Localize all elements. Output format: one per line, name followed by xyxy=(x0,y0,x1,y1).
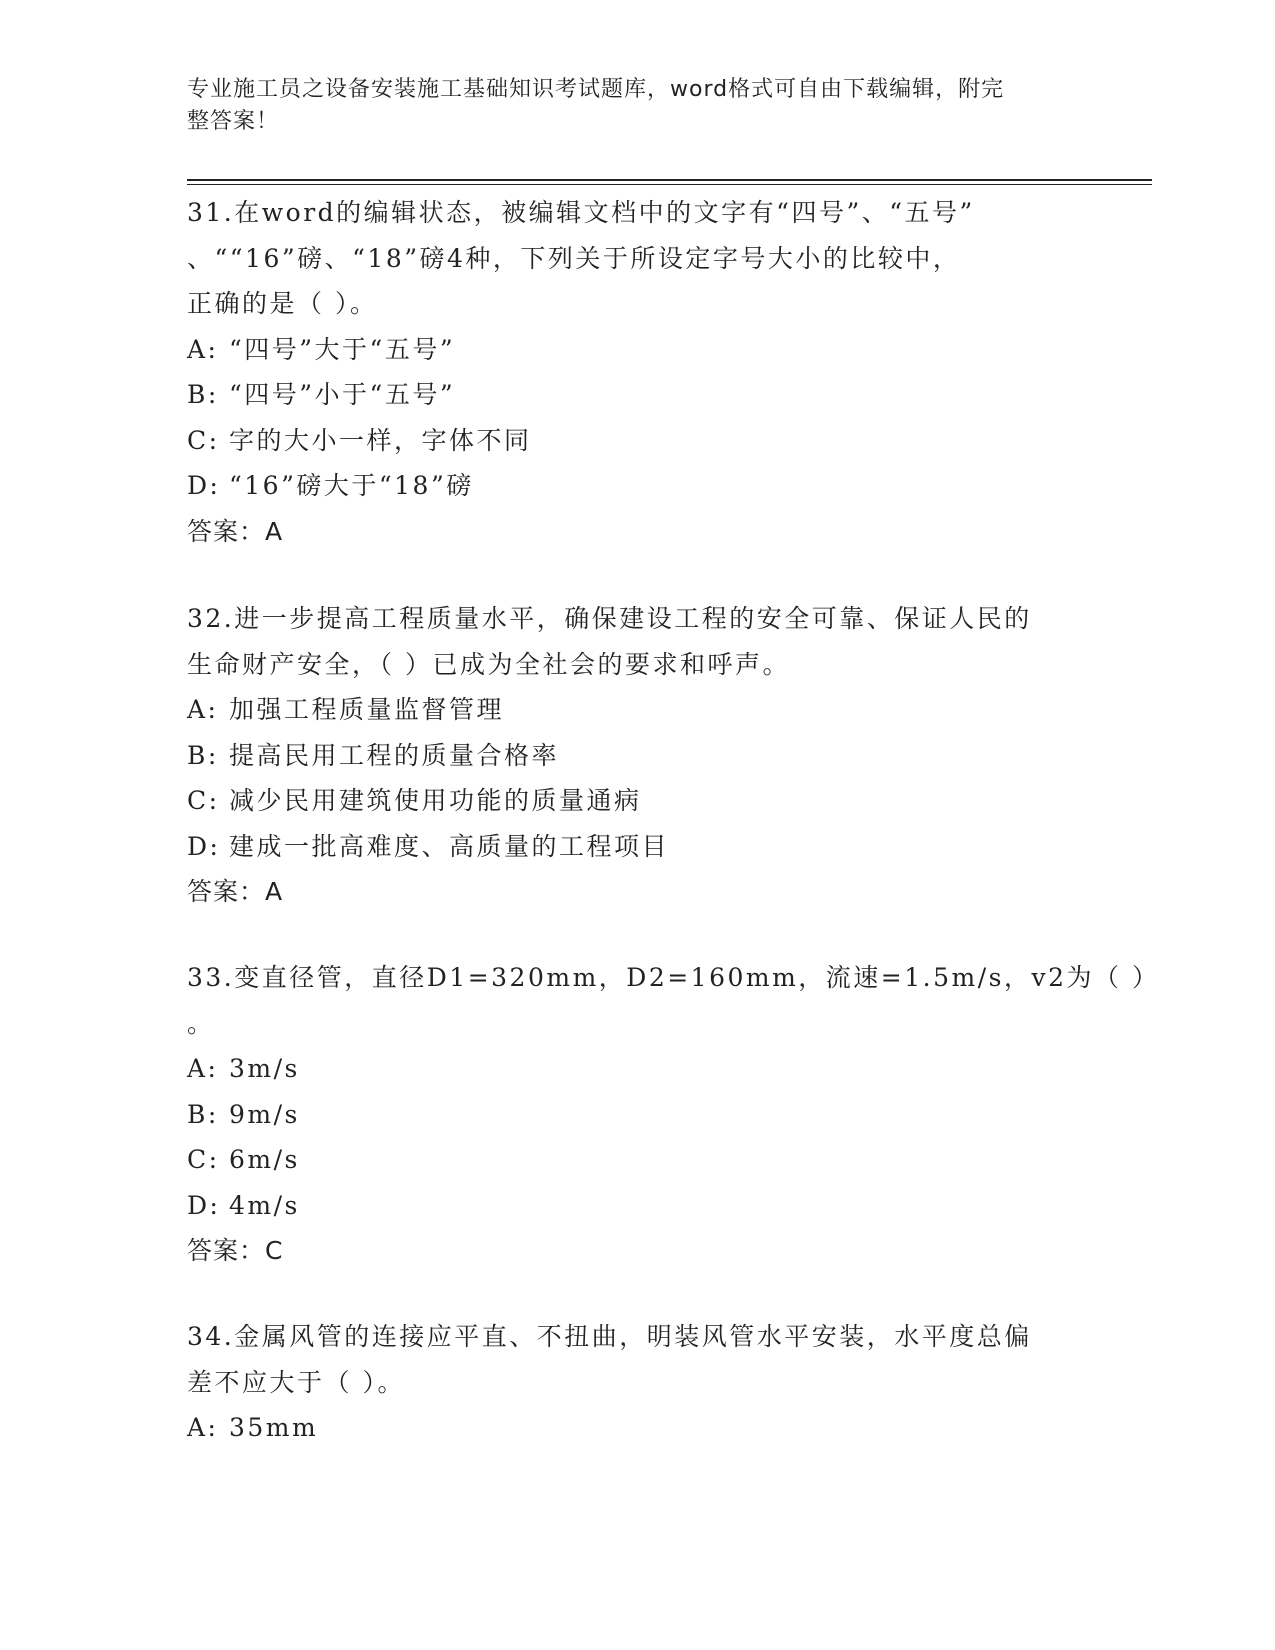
option-key: C: xyxy=(187,786,220,815)
stem-line: 31.在word的编辑状态，被编辑文档中的文字有“四号”、“五号” xyxy=(187,198,975,227)
option-text: 减少民用建筑使用功能的质量通病 xyxy=(229,786,642,815)
stem-line: 正确的是（ ）。 xyxy=(187,289,378,318)
option-key: B: xyxy=(187,1099,219,1129)
option-text: 35mm xyxy=(229,1413,319,1442)
option-a xyxy=(187,1405,1087,1451)
header-line-1: 专业施工员之设备安装施工基础知识考试题库，word格式可自由下载编辑，附完 xyxy=(187,77,1005,102)
option-a xyxy=(187,1046,1087,1092)
stem-line: 。 xyxy=(187,1008,215,1038)
option-text: 3m/s xyxy=(229,1054,300,1083)
option-text: 提高民用工程的质量合格率 xyxy=(229,740,560,770)
option-text: 4m/s xyxy=(229,1190,300,1220)
option-key: B: xyxy=(187,740,219,770)
option-text: 加强工程质量监督管理 xyxy=(229,695,505,724)
stem-line: 差不应大于（ ）。 xyxy=(187,1367,405,1397)
option-b xyxy=(187,372,1087,418)
option-key: B: xyxy=(187,380,219,409)
option-key: C: xyxy=(187,425,220,455)
question-stem xyxy=(187,1314,1087,1405)
option-key: D: xyxy=(187,1190,221,1220)
option-c xyxy=(187,1137,1087,1183)
option-key: A: xyxy=(187,334,219,364)
option-key: C: xyxy=(187,1145,220,1174)
answer: 答案：C xyxy=(187,1236,284,1265)
option-text: 建成一批高难度、高质量的工程项目 xyxy=(229,831,670,861)
header-line-2: 整答案！ xyxy=(187,109,280,134)
option-d xyxy=(187,824,1087,870)
option-key: D: xyxy=(187,471,221,500)
stem-line: 32.进一步提高工程质量水平，确保建设工程的安全可靠、保证人民的 xyxy=(187,604,1032,633)
question-stem xyxy=(187,190,1087,327)
option-b xyxy=(187,733,1087,779)
option-text: 6m/s xyxy=(229,1145,300,1174)
question-stem xyxy=(187,596,1087,687)
option-text: “16”磅大于“18”磅 xyxy=(229,471,474,500)
header-divider-thin xyxy=(187,184,1152,185)
answer: 答案：A xyxy=(187,516,284,546)
stem-line: 、““16”磅、“18”磅4种，下列关于所设定字号大小的比较中， xyxy=(187,243,961,273)
question-34 xyxy=(187,1314,1087,1451)
option-text: 字的大小一样，字体不同 xyxy=(229,425,532,455)
stem-line: 生命财产安全，（ ）已成为全社会的要求和呼声。 xyxy=(187,649,790,679)
option-text: “四号”小于“五号” xyxy=(229,380,456,409)
stem-line: 34.金属风管的连接应平直、不扭曲，明装风管水平安装，水平度总偏 xyxy=(187,1322,1032,1351)
question-31 xyxy=(187,190,1087,554)
option-d xyxy=(187,463,1087,509)
option-key: D: xyxy=(187,831,221,861)
option-c xyxy=(187,418,1087,464)
option-text: “四号”大于“五号” xyxy=(229,334,456,364)
stem-line: 33.变直径管，直径D1=320mm，D2=160mm，流速=1.5m/s，v2为（ ） xyxy=(187,963,1160,992)
question-stem xyxy=(187,955,1160,1046)
answer: 答案：A xyxy=(187,877,284,906)
option-key: A: xyxy=(187,1054,219,1083)
option-a xyxy=(187,687,1087,733)
question-32 xyxy=(187,596,1087,915)
document-header xyxy=(187,74,1067,138)
option-key: A: xyxy=(187,695,219,724)
option-key: A: xyxy=(187,1413,219,1442)
question-33 xyxy=(187,955,1160,1274)
header-divider-thick xyxy=(187,179,1152,181)
option-c xyxy=(187,778,1087,824)
option-d xyxy=(187,1183,1087,1229)
option-a xyxy=(187,327,1087,373)
option-text: 9m/s xyxy=(229,1099,300,1129)
option-b xyxy=(187,1092,1087,1138)
